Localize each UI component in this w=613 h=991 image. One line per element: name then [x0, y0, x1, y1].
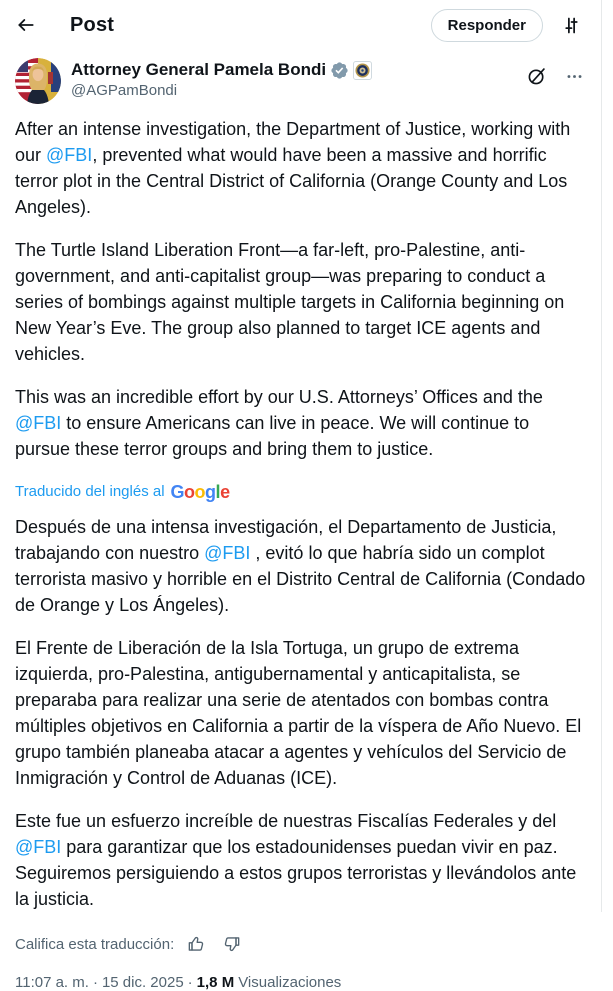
post-body — [15, 116, 586, 912]
avatar[interactable] — [15, 58, 61, 104]
mention-link[interactable]: @FBI — [46, 145, 93, 165]
post-paragraph: After an intense investigation, the Department of Justice, working with our @FBI, prevented what would have been a massive and horrific terror plot in the Central District of California (Orange County and Los Angeles). — [15, 119, 571, 217]
mention-link[interactable]: @FBI — [15, 837, 62, 857]
reply-button[interactable]: Responder — [431, 9, 543, 42]
google-logo-letter: o — [184, 482, 195, 502]
mention-link[interactable]: @FBI — [204, 543, 251, 563]
meta-separator: · — [187, 974, 193, 991]
verified-badge-icon[interactable] — [330, 61, 349, 80]
grok-button[interactable] — [524, 64, 548, 88]
thumb-up-icon[interactable] — [186, 934, 206, 954]
back-button[interactable] — [8, 7, 44, 43]
author-row — [15, 58, 586, 104]
timeline-settings-button[interactable] — [553, 7, 589, 43]
post-actions — [524, 58, 586, 88]
post-paragraph: This was an incredible effort by our U.S. Attorneys’ Offices and the @FBI to ensure Americans can live in peace. We will continue to pursue these terror groups and bring them to justice. — [15, 387, 543, 459]
post-paragraph: The Turtle Island Liberation Front—a far-left, pro-Palestine, anti-government, and anti-capitalist group—was preparing to conduct a series of bombings against multiple targets in California beginning on New Year’s Eve. The group also planned to target ICE agents and vehicles. — [15, 240, 565, 364]
mention-link[interactable]: @FBI — [15, 413, 62, 433]
grok-icon — [526, 66, 547, 87]
header-bar — [0, 0, 601, 50]
back-arrow-icon — [16, 15, 36, 35]
google-logo-letter: e — [220, 482, 230, 502]
post-meta-row — [15, 974, 586, 991]
post-paragraph: Este fue un esfuerzo increíble de nuestras Fiscalías Federales y del @FBI para garantizar que los estadounidenses puedan vivir en paz. Seguiremos persiguiendo a estos grupos terroristas y llevándolos ante la justicia. — [15, 811, 577, 909]
meta-separator: · — [92, 974, 98, 991]
author-name[interactable]: Attorney General Pamela Bondi — [71, 60, 327, 79]
post-paragraph: El Frente de Liberación de la Isla Tortuga, un grupo de extrema izquierda, pro-Palestina, antigubernamental y anticapitalista, se preparaba para realizar una serie de atentados con bombas contra múltiples objetivos en California a partir de la víspera de Año Nuevo. El grupo también planeaba atacar a agentes y vehículos del Servicio de Inmigración y Control de Aduanas (ICE). — [15, 638, 582, 788]
translation-label[interactable]: Traducido del inglés al — [15, 483, 165, 500]
post-text-spanish — [15, 514, 586, 912]
post-date: 15 dic. 2025 — [101, 974, 184, 991]
post-article — [0, 58, 601, 991]
rate-translation-row — [15, 934, 586, 954]
more-button[interactable] — [562, 64, 586, 88]
doj-seal-badge-icon[interactable] — [353, 61, 372, 80]
translation-attribution[interactable] — [15, 479, 586, 505]
views-label: Visualizaciones — [238, 974, 342, 991]
author-meta — [71, 58, 372, 99]
post-time: 11:07 a. m. — [15, 974, 89, 991]
rate-translation-label: Califica esta traducción: — [15, 935, 175, 953]
google-logo-letter: g — [205, 482, 216, 502]
post-text-english — [15, 116, 586, 462]
timeline-settings-icon — [561, 15, 582, 36]
thumb-down-icon[interactable] — [222, 934, 242, 954]
views-count: 1,8 M — [196, 974, 235, 991]
post-paragraph: Después de una intensa investigación, el Departamento de Justicia, trabajando con nuestro @FBI , evitó lo que habría sido un complot terrorista masivo y horrible en el Distrito Central de California (Condado de Orange y Los Ángeles). — [15, 517, 586, 615]
google-logo-letter: G — [170, 482, 185, 502]
author-handle[interactable]: @AGPamBondi — [71, 82, 178, 99]
author-name-line — [71, 60, 372, 80]
google-logo-letter: l — [215, 482, 221, 502]
google-logo-letter: o — [194, 482, 206, 502]
more-icon — [565, 67, 584, 86]
page-title: Post — [70, 13, 115, 36]
google-logo[interactable] — [171, 479, 230, 505]
